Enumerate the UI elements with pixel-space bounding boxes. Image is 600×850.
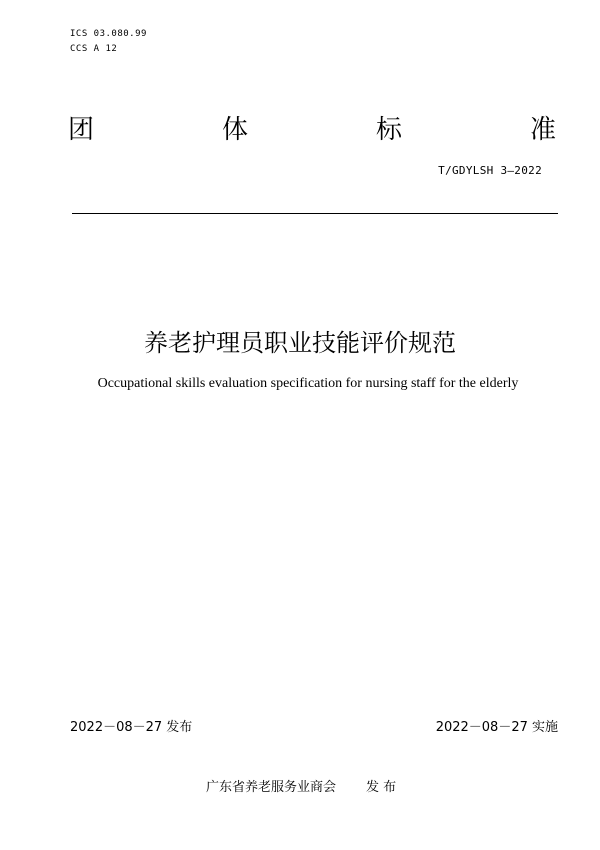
standard-type-char: 团 (68, 115, 95, 145)
standard-type-char: 体 (221, 115, 248, 145)
implement-date: 2022－08－27 实施 (435, 720, 558, 735)
ccs-code: CCS A 12 (70, 44, 118, 54)
publisher-line (206, 776, 396, 795)
standard-type-heading (68, 114, 556, 146)
document-title-en: Occupational skills evaluation specification for nursing staff for the elderly (97, 376, 519, 391)
standard-type-char: 准 (529, 115, 556, 145)
ics-code: ICS 03.080.99 (70, 29, 147, 39)
publish-action: 发 布 (366, 780, 397, 795)
publish-date: 2022－08－27 发布 (70, 720, 193, 735)
standard-type-char: 标 (375, 115, 402, 145)
standard-number: T/GDYLSH 3—2022 (438, 164, 542, 177)
document-title-zh: 养老护理员职业技能评价规范 (144, 329, 456, 357)
publisher-organization: 广东省养老服务业商会 (206, 780, 337, 795)
header-divider (72, 213, 558, 214)
